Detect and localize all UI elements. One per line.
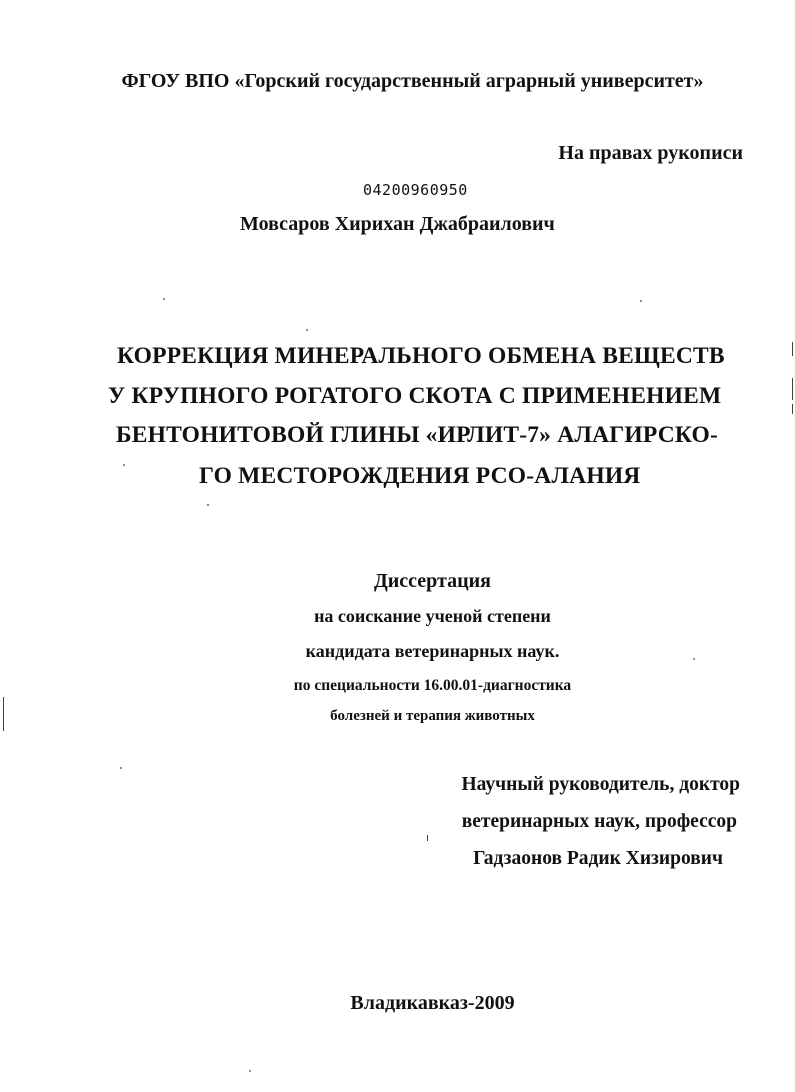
institution-name: ФГОУ ВПО «Горский государственный аграрный университет» [121,70,704,92]
title-line: КОРРЕКЦИЯ МИНЕРАЛЬНОГО ОБМЕНА ВЕЩЕСТВ [117,343,725,369]
scan-speck [249,1070,251,1072]
supervisor-line: Научный руководитель, доктор [461,774,740,795]
author-name: Мовсаров Хирихан Джабраилович [240,213,555,235]
title-line: У КРУПНОГО РОГАТОГО СКОТА С ПРИМЕНЕНИЕМ [108,383,722,409]
supervisor-name: Гадзаонов Радик Хизирович [473,848,723,869]
scan-speck [693,658,695,660]
degree-line: на соискание ученой степени [314,606,551,626]
degree-line: кандидата ветеринарных наук. [305,641,560,661]
scan-speck [123,464,125,466]
scan-speck [207,504,209,506]
city-year: Владикавказ-2009 [350,992,515,1014]
rights-notice: На правах рукописи [558,142,743,164]
title-line: БЕНТОНИТОВОЙ ГЛИНЫ «ИРЛИТ-7» АЛАГИРСКО- [116,422,719,448]
scan-edge-mark [427,835,428,841]
scan-edge-mark [3,697,4,731]
supervisor-line: ветеринарных наук, профессор [461,811,737,832]
catalog-code: 04200960950 [363,181,468,199]
scan-edge-mark [792,378,793,400]
scan-speck [120,767,122,769]
specialty-line: по специальности 16.00.01-диагностика [293,677,572,694]
degree-type: Диссертация [374,570,491,592]
scan-speck [640,300,642,302]
title-line: ГО МЕСТОРОЖДЕНИЯ РСО-АЛАНИЯ [199,463,641,489]
scan-speck [163,298,165,300]
scan-edge-mark [792,342,793,356]
specialty-line: болезней и терапия животных [330,708,535,724]
scan-edge-mark [792,404,793,414]
scan-speck [306,329,308,331]
